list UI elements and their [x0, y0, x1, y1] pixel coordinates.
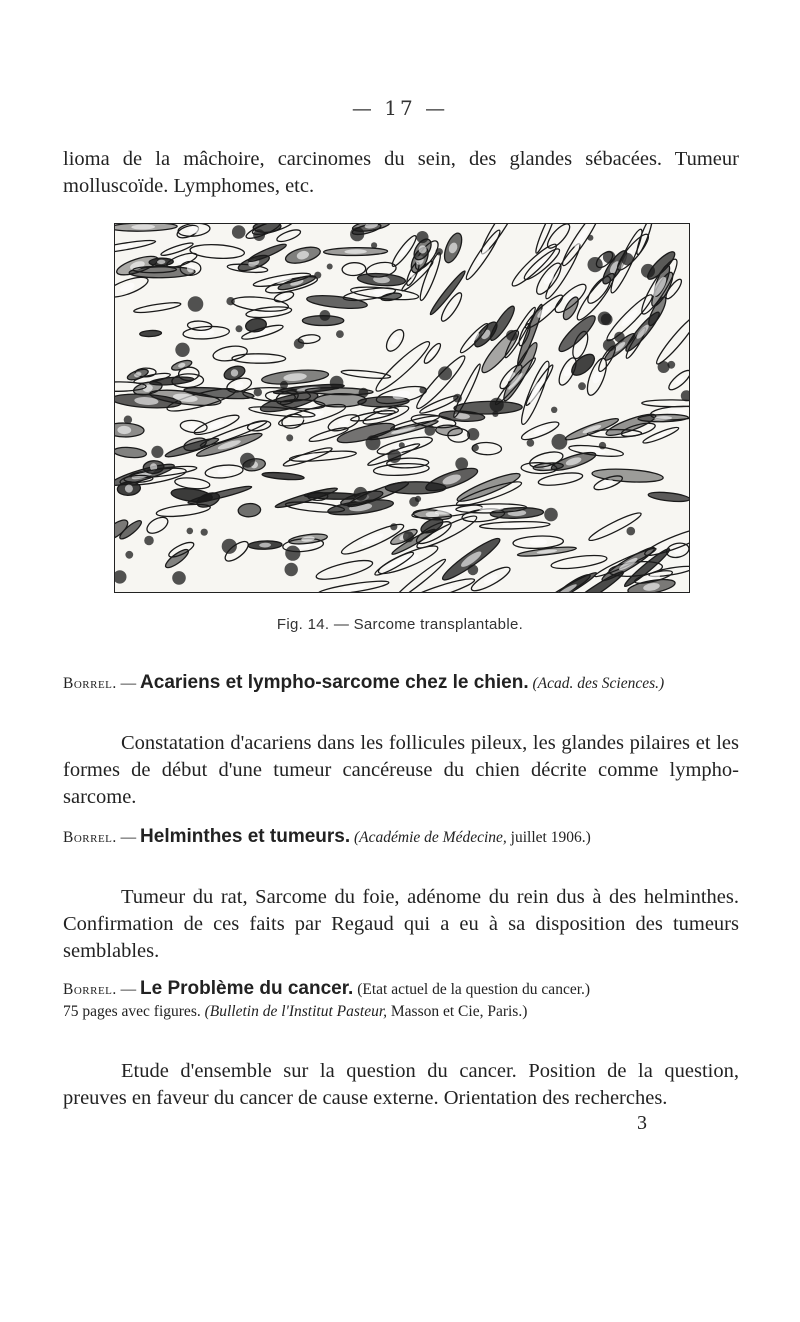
- round-cell: [125, 551, 133, 559]
- round-cell: [390, 523, 397, 530]
- cell-nucleus: [482, 572, 499, 585]
- round-cell: [453, 394, 462, 403]
- round-cell: [409, 497, 419, 507]
- round-cell: [354, 487, 368, 501]
- round-cell: [226, 297, 234, 305]
- round-cell: [527, 439, 535, 447]
- round-cell: [588, 257, 603, 272]
- signature-mark: 3: [637, 1112, 647, 1134]
- entry-author: Borrel.: [63, 981, 117, 998]
- spindle-cell: [160, 241, 194, 258]
- round-cell: [359, 388, 369, 398]
- spindle-cell: [231, 295, 289, 314]
- round-cell: [175, 343, 189, 357]
- cell-nucleus: [208, 419, 226, 431]
- round-cell: [438, 366, 452, 380]
- round-cell: [455, 457, 468, 470]
- spindle-cell: [648, 491, 689, 503]
- entry-3-body: Etude d'ensemble sur la question du cancer. Position de la question, preuves en faveur du cancer de cause externe. Orientation des recherches.: [63, 1060, 739, 1109]
- spindle-cell: [428, 269, 467, 316]
- round-cell: [254, 388, 262, 396]
- spindle-cell: [544, 224, 573, 251]
- spindle-cell: [174, 476, 210, 490]
- entry-author: Borrel.: [63, 675, 117, 692]
- spindle-cell: [542, 241, 584, 301]
- spindle-cell: [341, 369, 391, 380]
- intro-paragraph: lioma de la mâchoire, carcinomes du sein, des glandes sébacées. Tumeur molluscoïde. Lymphomes, etc.: [63, 148, 739, 197]
- round-cell: [151, 446, 163, 458]
- cell-nucleus: [398, 244, 410, 258]
- round-cell: [144, 536, 154, 546]
- round-cell: [578, 382, 586, 390]
- spindle-cell: [115, 446, 147, 459]
- entry-dash: —: [116, 675, 141, 692]
- round-cell: [124, 416, 132, 424]
- spindle-cell: [140, 330, 162, 337]
- entry-1-heading: [63, 672, 763, 694]
- figure-caption: Fig. 14. — Sarcome transplantable.: [276, 616, 524, 633]
- round-cell: [614, 332, 625, 343]
- spindle-cell: [342, 262, 366, 276]
- round-cell: [366, 435, 381, 450]
- round-cell: [253, 229, 265, 241]
- round-cell: [336, 330, 344, 338]
- entry-source: (Acad. des Sciences.): [532, 675, 665, 692]
- entry-1-body: Constatation d'acariens dans les follicules pileux, les glandes pilaires et les formes de début d'une tumeur cancéreuse du chien décrite comme lympho-sarcome.: [63, 732, 739, 808]
- round-cell: [222, 539, 237, 554]
- round-cell: [552, 434, 568, 450]
- round-cell: [416, 231, 428, 243]
- spindle-cell: [372, 337, 434, 395]
- round-cell: [286, 434, 293, 441]
- cell-nucleus: [337, 417, 350, 428]
- round-cell: [425, 425, 436, 436]
- entry-2-body: Tumeur du rat, Sarcome du foie, adénome du rein dus à des helminthes. Confirmation de ces faits par Regaud qui a eu à sa disposition des tumeurs semblables.: [63, 886, 739, 962]
- round-cell: [419, 387, 426, 394]
- entry-dash: —: [116, 981, 141, 998]
- round-cell: [285, 546, 300, 561]
- spindle-cell: [435, 424, 462, 436]
- spindle-cell: [314, 393, 366, 407]
- round-cell: [490, 398, 504, 412]
- round-cell: [294, 338, 305, 349]
- cell-nucleus: [529, 538, 547, 546]
- round-cell: [187, 528, 194, 535]
- cell-nucleus: [261, 308, 278, 315]
- round-cell: [403, 531, 414, 542]
- spindle-cell: [550, 553, 607, 571]
- spindle-cell: [306, 293, 368, 310]
- round-cell: [603, 339, 616, 352]
- figure-14-micrograph: [114, 223, 690, 593]
- cell-nucleus: [217, 467, 231, 476]
- entry-title: Le Problème du cancer.: [140, 978, 354, 999]
- entry-pages: 75 pages avec figures.: [63, 1003, 201, 1020]
- round-cell: [201, 529, 208, 536]
- entry-3-subline: [63, 1003, 763, 1021]
- round-cell: [280, 381, 288, 389]
- round-cell: [601, 314, 613, 326]
- spindle-cell: [262, 471, 305, 481]
- round-cell: [399, 442, 405, 448]
- entry-title: Helminthes et tumeurs.: [140, 826, 351, 847]
- cell-nucleus: [249, 356, 268, 362]
- round-cell: [350, 227, 364, 241]
- round-cell: [172, 571, 186, 585]
- round-cell: [327, 264, 333, 270]
- spindle-cell: [170, 487, 213, 504]
- entry-publisher: Masson et Cie, Paris.): [387, 1003, 528, 1020]
- round-cell: [621, 253, 633, 265]
- entry-author: Borrel.: [63, 829, 117, 846]
- spindle-cell: [413, 352, 469, 412]
- round-cell: [236, 325, 243, 332]
- round-cell: [115, 570, 127, 583]
- round-cell: [599, 442, 606, 449]
- cell-layer: [115, 224, 689, 592]
- round-cell: [240, 453, 255, 468]
- cell-nucleus: [528, 380, 543, 405]
- round-cell: [551, 407, 557, 413]
- cell-nucleus: [390, 335, 401, 346]
- page-number: — 17 —: [351, 96, 449, 120]
- entry-source: (Académie de Médecine,: [354, 829, 507, 846]
- round-cell: [188, 296, 204, 312]
- spindle-cell: [163, 547, 191, 571]
- round-cell: [627, 527, 636, 536]
- sarcoma-tissue-illustration: [115, 224, 689, 592]
- spindle-cell: [385, 482, 445, 494]
- cell-nucleus: [428, 349, 437, 358]
- cell-nucleus: [360, 531, 385, 547]
- round-cell: [472, 444, 479, 451]
- round-cell: [641, 264, 655, 278]
- spindle-cell: [587, 510, 643, 544]
- round-cell: [467, 428, 479, 440]
- round-cell: [285, 563, 298, 576]
- spindle-cell: [212, 344, 248, 363]
- spindle-cell: [190, 243, 245, 259]
- round-cell: [468, 565, 479, 576]
- spindle-cell: [133, 301, 181, 315]
- round-cell: [388, 449, 402, 463]
- entry-source: (Bulletin de l'Institut Pasteur,: [204, 1003, 388, 1020]
- spindle-cell: [653, 312, 689, 367]
- spindle-cell: [238, 503, 261, 518]
- round-cell: [314, 272, 321, 279]
- round-cell: [320, 310, 331, 321]
- round-cell: [544, 508, 558, 522]
- round-cell: [603, 251, 616, 264]
- spindle-cell: [144, 514, 170, 537]
- round-cell: [436, 248, 443, 255]
- entry-source-date: juillet 1906.): [506, 829, 591, 846]
- spindle-cell: [247, 419, 272, 432]
- entry-2-heading: [63, 826, 763, 848]
- round-cell: [330, 376, 344, 390]
- entry-dash: —: [116, 829, 141, 846]
- round-cell: [492, 411, 498, 417]
- round-cell: [506, 330, 517, 341]
- round-cell: [232, 225, 246, 239]
- round-cell: [587, 235, 593, 241]
- entry-title: Acariens et lympho-sarcome chez le chien.: [140, 672, 529, 693]
- round-cell: [371, 242, 377, 248]
- cell-nucleus: [234, 380, 245, 390]
- spindle-cell: [315, 557, 374, 583]
- spindle-cell: [156, 502, 211, 519]
- round-cell: [658, 361, 670, 373]
- entry-3-heading: [63, 978, 763, 1000]
- spindle-cell: [373, 462, 429, 476]
- cell-nucleus: [502, 523, 527, 528]
- spindle-cell: [592, 467, 664, 484]
- cell-nucleus: [280, 293, 288, 300]
- entry-note: (Etat actuel de la question du cancer.): [357, 981, 591, 998]
